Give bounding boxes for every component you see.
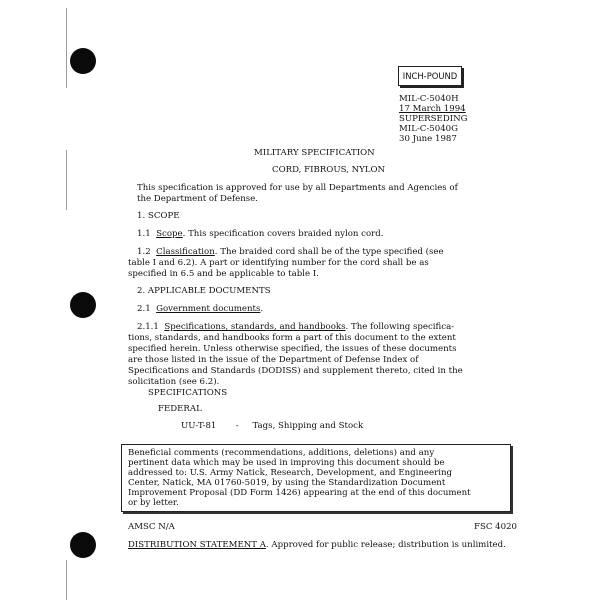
paragraph-text: .	[260, 304, 264, 314]
superseding-label: SUPERSEDING	[399, 114, 468, 124]
amsc-code: AMSC N/A	[128, 522, 175, 532]
document-description: Tags, Shipping and Stock	[252, 421, 364, 431]
paragraph-title: Specifications, standards, and handbooks	[164, 322, 346, 332]
distribution-label: DISTRIBUTION STATEMENT A	[128, 540, 266, 550]
paragraph-number: 1.1	[137, 229, 151, 239]
paragraph-title: Government documents	[156, 304, 261, 314]
paragraph-text-line: specified in 6.5 and be applicable to table I.	[128, 269, 319, 279]
paragraph-specifications	[137, 322, 454, 333]
approval-line: the Department of Defense.	[137, 194, 259, 204]
inch-pound-stamp: INCH-POUND	[398, 66, 462, 86]
document-code: UU-T-81	[181, 421, 217, 431]
paragraph-scope	[137, 229, 383, 240]
distribution-statement	[128, 540, 506, 551]
punch-hole-bottom	[70, 532, 96, 558]
paragraph-text: . This specification covers braided nylon cord.	[182, 229, 384, 239]
paragraph-text: . The following specifica-	[345, 322, 455, 332]
paragraph-text-line: Specifications and Standards (DODISS) and supplement thereto, cited in the	[128, 366, 463, 376]
comments-line: Improvement Proposal (DD Form 1426) appearing at the end of this document	[128, 488, 471, 498]
paragraph-number: 2.1	[137, 304, 151, 314]
list-heading-specifications: SPECIFICATIONS	[148, 388, 228, 398]
approval-line: This specification is approved for use by all Departments and Agencies of	[137, 183, 458, 193]
comments-line: Center, Natick, MA 01760-5019, by using the Standardization Document	[128, 478, 446, 488]
fsc-code: FSC 4020	[474, 522, 518, 532]
paragraph-title: Scope	[156, 229, 183, 239]
section-heading-scope: 1. SCOPE	[137, 211, 180, 221]
document-date: 17 March 1994	[399, 104, 466, 114]
comments-line: Beneficial comments (recommendations, additions, deletions) and any	[128, 448, 435, 458]
paragraph-text-line: solicitation (see 6.2).	[128, 377, 220, 387]
paragraph-number: 2.1.1	[137, 322, 159, 332]
paragraph-title: Classification	[156, 247, 215, 257]
comments-line: pertinent data which may be used in improving this document should be	[128, 458, 445, 468]
paragraph-text: . The braided cord shall be of the type specified (see	[214, 247, 444, 257]
paragraph-text-line: tions, standards, and handbooks form a part of this document to the extent	[128, 333, 456, 343]
comments-line: or by letter.	[128, 498, 179, 508]
paragraph-text-line: are those listed in the issue of the Department of Defense Index of	[128, 355, 419, 365]
paragraph-number: 1.2	[137, 247, 151, 257]
punch-hole-middle	[70, 292, 96, 318]
scan-edge-mark	[66, 150, 67, 210]
separator-dash: -	[235, 421, 239, 431]
distribution-text: . Approved for public release; distribution is unlimited.	[265, 540, 506, 550]
list-subheading-federal: FEDERAL	[158, 404, 202, 414]
comments-line: addressed to: U.S. Army Natick, Research, Development, and Engineering	[128, 468, 452, 478]
punch-hole-top	[70, 48, 96, 74]
document-subtitle: CORD, FIBROUS, NYLON	[272, 165, 386, 175]
paragraph-text-line: table I and 6.2). A part or identifying number for the cord shall be as	[128, 258, 429, 268]
document-title: MILITARY SPECIFICATION	[254, 148, 375, 158]
paragraph-text-line: specified herein. Unless otherwise specified, the issues of these documents	[128, 344, 457, 354]
superseded-date: 30 June 1987	[399, 134, 457, 144]
scan-edge-mark	[66, 560, 67, 600]
scan-edge-mark	[66, 8, 67, 88]
section-heading-applicable-documents: 2. APPLICABLE DOCUMENTS	[137, 286, 271, 296]
document-number: MIL-C-5040H	[399, 94, 459, 104]
list-item-uu-t-81	[181, 421, 363, 432]
paragraph-classification	[137, 247, 444, 258]
superseded-number: MIL-C-5040G	[399, 124, 459, 134]
paragraph-government-documents	[137, 304, 263, 315]
